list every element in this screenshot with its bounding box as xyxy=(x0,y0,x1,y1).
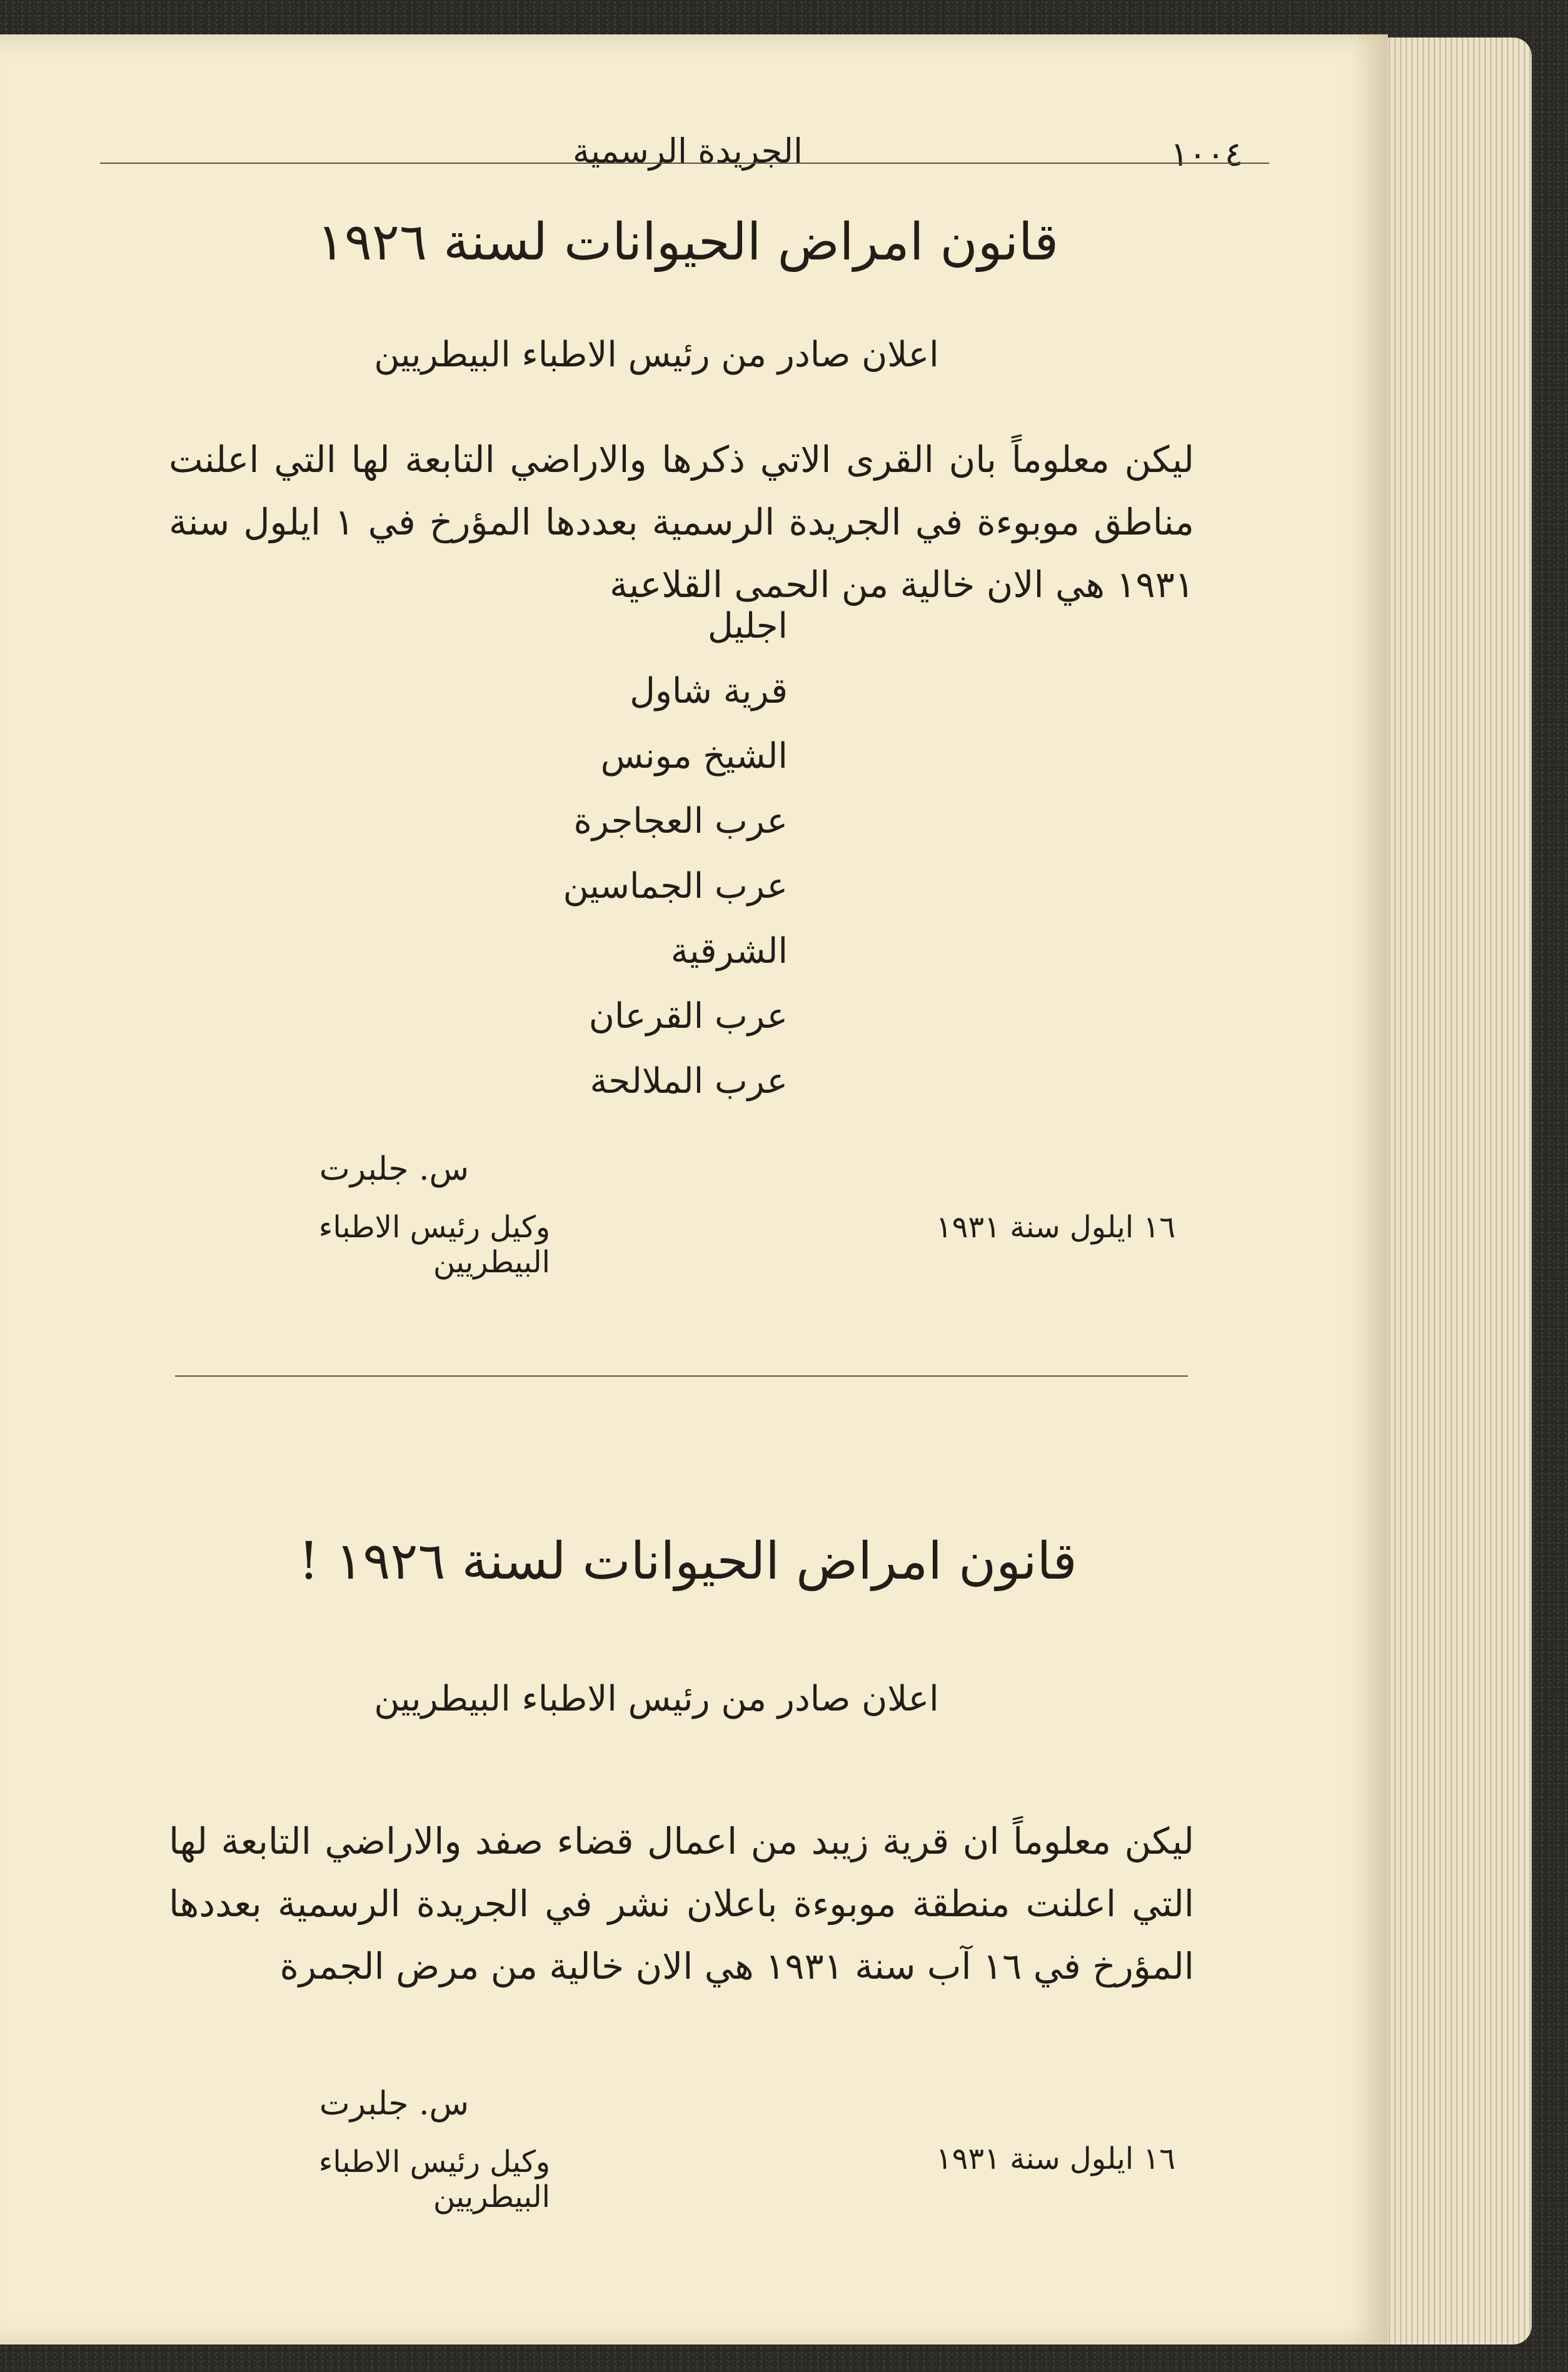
notice-1-date: ١٦ ايلول سنة ١٩٣١ xyxy=(935,1210,1175,1245)
list-item: اجليل xyxy=(707,606,788,646)
list-item: عرب الجماسين الشرقية xyxy=(563,866,788,972)
running-header-title: الجريدة الرسمية xyxy=(573,131,803,171)
notice-2-signatory-role: وكيل رئيس الاطباء البيطريين xyxy=(318,2144,550,2214)
list-item: عرب العجاجرة xyxy=(573,801,788,842)
notice-1-signatory: س. جلبرت xyxy=(319,1150,469,1188)
list-item: الشيخ مونس xyxy=(600,736,788,776)
notice-2-title: قانون امراض الحيوانات لسنة ١٩٢٦ ! xyxy=(298,1532,1077,1591)
notice-1-title: قانون امراض الحيوانات لسنة ١٩٢٦ xyxy=(316,213,1059,272)
gazette-page xyxy=(0,34,1388,2344)
list-item: عرب القرعان xyxy=(588,996,788,1037)
header-rule xyxy=(100,163,1269,164)
section-divider xyxy=(175,1375,1188,1377)
notice-2-subtitle: اعلان صادر من رئيس الاطباء البيطريين xyxy=(374,1679,939,1719)
notice-2-date: ١٦ ايلول سنة ١٩٣١ xyxy=(935,2141,1175,2176)
notice-1-signatory-role: وكيل رئيس الاطباء البيطريين xyxy=(318,1210,550,1280)
notice-1-subtitle: اعلان صادر من رئيس الاطباء البيطريين xyxy=(374,334,939,375)
page-number: ١٠٠٤ xyxy=(1170,134,1243,174)
village-list xyxy=(438,594,788,1114)
list-item: عرب الملالحة xyxy=(590,1061,788,1102)
notice-2-body: ليكن معلوماً ان قرية زيبد من اعمال قضاء صفد والاراضي التابعة لها التي اعلنت منطقة موبوءة باعلان نشر في الجريدة الرسمية بعددها المؤرخ في ١٦ آب سنة ١٩٣١ هي الان خالية من مرض الجمرة xyxy=(169,1820,1194,1988)
notice-1-body: ليكن معلوماً بان القرى الاتي ذكرها والاراضي التابعة لها التي اعلنت مناطق موبوءة في الجريدة الرسمية بعددها المؤرخ في ١ ايلول سنة ١٩٣١ هي الان خالية من الحمى القلاعية xyxy=(169,438,1194,606)
list-item: قرية شاول xyxy=(630,671,788,711)
notice-2-signatory: س. جلبرت xyxy=(319,2085,469,2123)
